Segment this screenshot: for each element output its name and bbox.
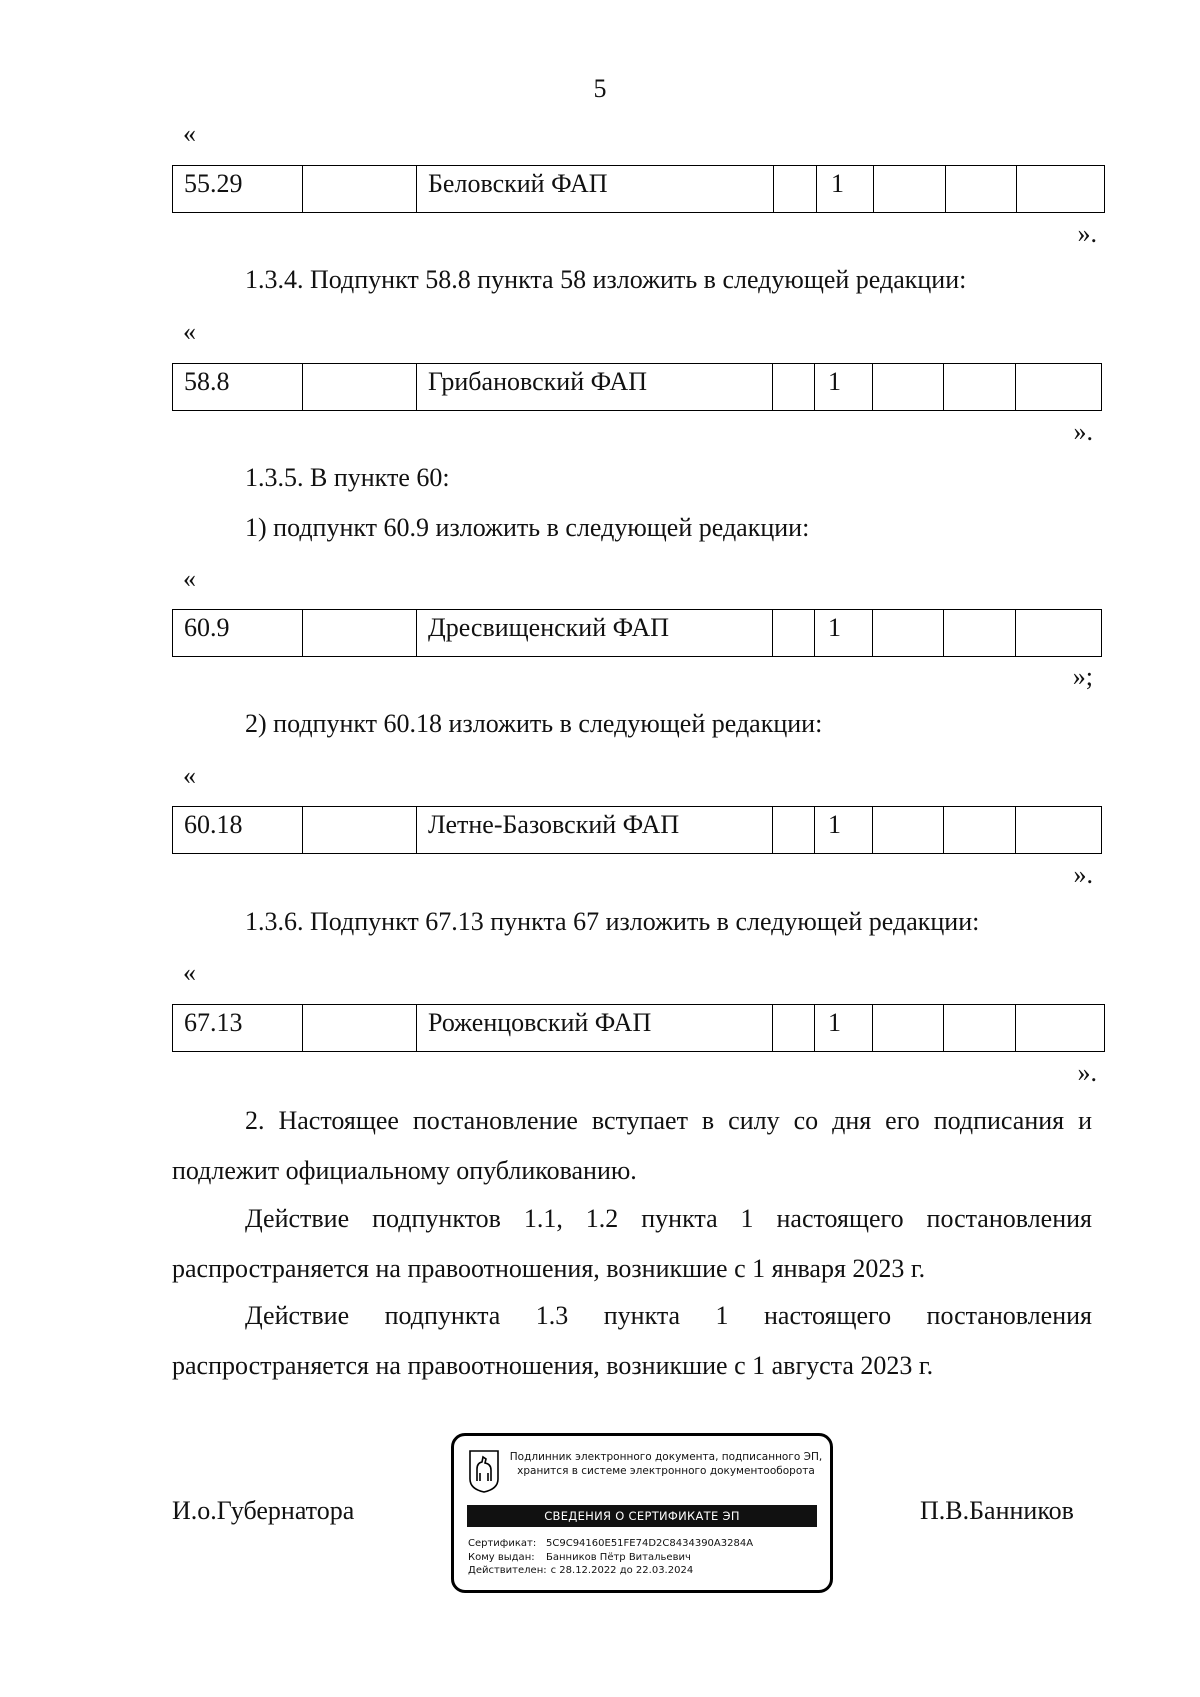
- stamp-valid-value: с 28.12.2022 до 22.03.2024: [550, 1565, 694, 1576]
- stamp-cert-label: Сертификат:: [468, 1538, 537, 1549]
- stamp-valid-label: Действителен:: [468, 1565, 547, 1576]
- e-signature-stamp: [451, 1433, 833, 1593]
- signer-name: П.В.Банников: [920, 1496, 1074, 1525]
- stamp-cert-line: [468, 1538, 753, 1550]
- page-number: 5: [593, 74, 607, 103]
- paragraph-2: 2. Настоящее постановление вступает в силу со дня его подписания и подлежит официальному опубликованию.: [172, 1106, 1092, 1185]
- table-row: [172, 363, 1102, 411]
- row-name: Роженцовский ФАП: [428, 1008, 652, 1037]
- open-quote: «: [183, 564, 196, 593]
- row-qty: 1: [831, 169, 844, 198]
- row-number: 67.13: [184, 1008, 243, 1037]
- table-row: [172, 165, 1105, 213]
- row-name: Беловский ФАП: [428, 169, 608, 198]
- close-quote: ».: [1077, 219, 1097, 248]
- stamp-issued-value: Банников Пётр Витальевич: [546, 1552, 691, 1563]
- open-quote: «: [183, 761, 196, 790]
- open-quote: «: [183, 119, 196, 148]
- stamp-issued-line: [468, 1552, 691, 1564]
- close-quote: ».: [1073, 860, 1093, 889]
- row-qty: 1: [828, 810, 841, 839]
- coat-of-arms-icon: [468, 1449, 500, 1493]
- close-quote: »;: [1072, 662, 1093, 691]
- stamp-header-line-2: хранится в системе электронного документооборота: [517, 1465, 815, 1477]
- close-quote: ».: [1073, 417, 1093, 446]
- paragraph-3: Действие подпунктов 1.1, 1.2 пункта 1 настоящего постановления распространяется на правоотношения, возникшие с 1 января 2023 г.: [172, 1204, 1092, 1283]
- signer-title: И.о.Губернатора: [172, 1496, 355, 1525]
- row-qty: 1: [828, 367, 841, 396]
- paragraph-4: Действие подпункта 1.3 пункта 1 настоящего постановления распространяется на правоотношения, возникшие с 1 августа 2023 г.: [172, 1301, 1092, 1380]
- heading-1-3-5-item-1: 1) подпункт 60.9 изложить в следующей редакции:: [245, 513, 810, 542]
- heading-1-3-6: 1.3.6. Подпункт 67.13 пункта 67 изложить в следующей редакции:: [245, 907, 980, 936]
- stamp-cert-value: 5C9C94160E51FE74D2C8434390A3284A: [546, 1538, 754, 1549]
- heading-1-3-5: 1.3.5. В пункте 60:: [245, 463, 450, 492]
- table-row: [172, 609, 1102, 657]
- row-number: 58.8: [184, 367, 230, 396]
- heading-1-3-5-item-2: 2) подпункт 60.18 изложить в следующей редакции:: [245, 709, 823, 738]
- row-number: 60.9: [184, 613, 230, 642]
- row-qty: 1: [828, 613, 841, 642]
- row-qty: 1: [828, 1008, 841, 1037]
- table-row: [172, 1004, 1105, 1052]
- open-quote: «: [183, 317, 196, 346]
- close-quote: ».: [1077, 1058, 1097, 1087]
- row-number: 55.29: [184, 169, 243, 198]
- table-row: [172, 806, 1102, 854]
- row-name: Дресвищенский ФАП: [428, 613, 670, 642]
- row-name: Летне-Базовский ФАП: [428, 810, 680, 839]
- row-name: Грибановский ФАП: [428, 367, 648, 396]
- stamp-valid-line: [468, 1565, 693, 1577]
- stamp-header-line-1: Подлинник электронного документа, подписанного ЭП,: [509, 1451, 823, 1463]
- row-number: 60.18: [184, 810, 243, 839]
- stamp-issued-label: Кому выдан:: [468, 1552, 535, 1563]
- open-quote: «: [183, 958, 196, 987]
- heading-1-3-4: 1.3.4. Подпункт 58.8 пункта 58 изложить в следующей редакции:: [245, 265, 967, 294]
- stamp-title-bar: СВЕДЕНИЯ О СЕРТИФИКАТЕ ЭП: [467, 1505, 817, 1527]
